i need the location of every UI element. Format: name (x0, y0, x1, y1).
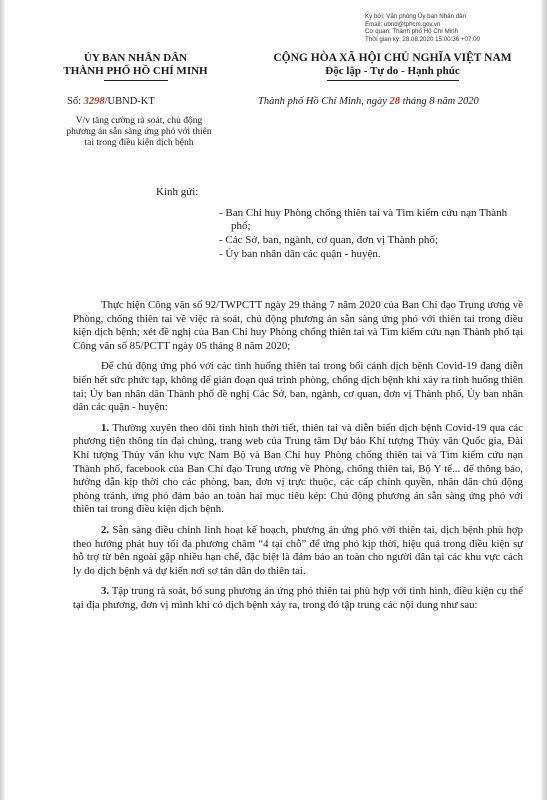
paragraph-intro: Thực hiện Công văn số 92/TWPCTT ngày 29 tháng 7 năm 2020 của Ban Chỉ đạo Trung ương về Phòng, chống thiên tai về việc rà soát, chủ động phương án sẵn sàng ứng phó với thiên tai trong điều kiện dịch bệnh; xét đề nghị của Ban Chỉ huy Phòng chống thiên tai và Tìm kiếm cứu nạn Thành phố tại Công văn số 85/PCTT ngày 05 tháng 8 năm 2020; (73, 299, 523, 352)
signature-time: Thời gian ký: 28.08.2020 15:00:36 +07:00 (365, 35, 481, 43)
paragraph-item-3 (73, 585, 523, 612)
motto-underline (327, 80, 459, 81)
nation-motto: Độc lập - Tự do - Hạnh phúc (325, 65, 460, 77)
place-date-suffix: tháng 8 năm 2020 (400, 96, 479, 107)
number-prefix: Số: (67, 96, 84, 107)
nation-name: CỘNG HÒA XÃ HỘI CHỦ NGHĨA VIỆT NAM (273, 52, 512, 64)
signature-email: Email: ubnd@tphcm.gov.vn (365, 20, 441, 28)
recipient-list (219, 207, 519, 262)
paragraph-request: Để chủ động ứng phó với các tình huống thiên tai trong bối cảnh dịch bệnh Covid-19 đang diễn biến hết sức phức tạp, không để gián đoạn quá trình phòng, chống dịch bệnh khi xảy ra tình huống thiên tai; Ủy ban nhân dân Thành phố đề nghị Các Sở, ban, ngành, cơ quan, đơn vị Thành phố, Ủy ban nhân dân các quận - huyện: (73, 360, 523, 414)
item-text: Thường xuyên theo dõi tình hình thời tiết, thiên tai và diễn biến dịch bệnh Covid-19 qua các phương tiện thông tin đại chúng, trang web của Trung tâm Dự báo Khí tượng Thủy văn Quốc gia, Đài Khí tượng Thủy văn khu vực Nam Bộ và Ban Chỉ huy Phòng chống thiên tai và Tìm kiếm cứu nạn Thành phố, facebook của Ban Chỉ đạo Trung ương về Phòng, chống thiên tai, Bộ Y tế... để thông báo, hướng dẫn kịp thời cho các phòng, ban, đơn vị trực thuộc, các cấp chính quyền, nhân dân chủ động phòng tránh, ứng phó đảm bảo an toàn hai mục tiêu kép: Chủ động phương án sẵn sàng ứng phó với thiên tai trong điều kiện dịch bệnh. (73, 421, 523, 516)
national-heading (240, 52, 545, 81)
signature-agency: Cơ quan: Thành phố Hồ Chí Minh (365, 28, 459, 36)
item-number: 1. (101, 421, 110, 434)
page-shadow-right (541, 0, 547, 800)
paragraph-item-2 (73, 524, 523, 578)
number-handwritten: 3298 (83, 96, 105, 107)
item-number: 3. (101, 585, 110, 598)
place-and-date (258, 96, 479, 107)
digital-signature-block (365, 13, 543, 43)
date-day-handwritten: 28 (389, 96, 401, 107)
document-subject: V/v tăng cường rà soát, chủ động phương án sẵn sàng ứng phó với thiên tai trong điều kiện dịch bệnh (66, 116, 212, 148)
agency-line-1: ỦY BAN NHÂN DÂN (83, 52, 188, 64)
recipient-item: - Các Sở, ban, ngành, cơ quan, đơn vị Thành phố; (219, 234, 438, 247)
document-body (73, 299, 523, 619)
number-suffix: /UBND-KT (104, 96, 155, 107)
addressee-label: Kính gửi: (156, 186, 199, 198)
item-text: Tập trung rà soát, bổ sung phương án ứng phó thiên tai phù hợp với tình hình, điều kiện cụ thể tại địa phương, đơn vị mình khi có dịch bệnh xảy ra, trong đó tập trung các nội dung như sau: (73, 585, 523, 611)
recipient-item: - Ban Chỉ huy Phòng chống thiên tai và Tìm kiếm cứu nạn Thành phố; (219, 207, 508, 233)
recipient-item: - Ủy ban nhân dân các quận - huyện. (219, 247, 381, 260)
page-shadow-left (0, 0, 5, 800)
issuing-agency (48, 52, 223, 81)
item-text: Sẵn sàng điều chỉnh linh hoạt kế hoạch, phương án ứng phó với thiên tai, dịch bệnh phù hợp theo hướng phát huy tối đa phương châm “4 tại chỗ” để ứng phó kịp thời, hiệu quả trong điều kiện sự hỗ trợ từ bên ngoài gặp nhiều hạn chế, đặc biệt là đảm bảo an toàn cho người dân tại các khu vực cách ly do dịch bệnh và dự kiến nơi sơ tán dân do thiên tai. (73, 523, 523, 577)
agency-line-2: THÀNH PHỐ HỒ CHÍ MINH (63, 65, 208, 77)
paragraph-item-1 (73, 422, 523, 517)
item-number: 2. (101, 523, 110, 536)
document-number (67, 96, 155, 107)
signature-signer: Ký bởi: Văn phòng Ủy ban Nhân dân (365, 13, 467, 20)
agency-underline (104, 80, 168, 81)
place-date-prefix: Thành phố Hồ Chí Minh, ngày (258, 96, 390, 107)
